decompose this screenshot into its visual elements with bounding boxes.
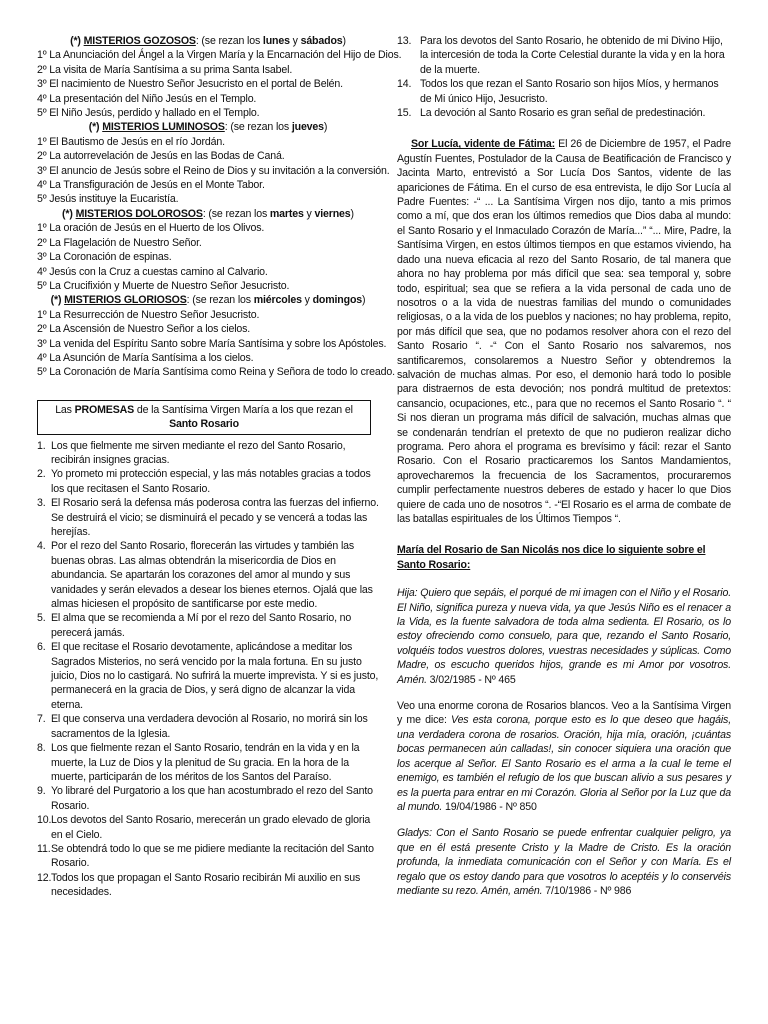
message-465: Hija: Quiero que sepáis, el porqué de mi imagen con el Niño y el Rosario. El Niño, significa pureza y nueva vida, ya que Jesús Niño es el renacer a la Vida, es la fuente salvadora de toda alma sedienta. El Rosario, os lo estoy ofreciendo como consuelo, para que, rezando el Santo Rosario, volquéis todos vuestros dolores, vuestras necesidades y súplicas. Como Madre, os escucho queridos hijos, grande es mi Amor por vosotros. Amén. 3/02/1985 - Nº 465 (397, 587, 731, 686)
mystery-item: 5º El Niño Jesús, perdido y hallado en el Templo. (37, 107, 260, 120)
promise-item: 1. Los que fielmente me sirven mediante el rezo del Santo Rosario, recibirán insignes gracias. (37, 439, 346, 466)
group-title: (*) MISTERIOS DOLOROSOS: (se rezan los martes y viernes) (62, 207, 354, 220)
mystery-item: 5º La Coronación de María Santísima como Reina y Señora de todo lo creado. (37, 366, 395, 379)
mystery-item: 3º El anuncio de Jesús sobre el Reino de Dios y su invitación a la conversión. (37, 164, 390, 177)
group-title: (*) MISTERIOS GLORIOSOS: (se rezan los miércoles y domingos) (50, 294, 366, 307)
promise-item: 14. Todos los que rezan el Santo Rosario son hijos Míos, y hermanos de Mi único Hijo, Jesucristo. (397, 78, 719, 105)
promise-item: 9. Yo libraré del Purgatorio a los que han acostumbrado el rezo del Santo Rosario. (37, 785, 373, 812)
group-title-name: MISTERIOS GOZOSOS (83, 35, 196, 47)
promesas-list (37, 439, 379, 900)
mystery-item: 3º El nacimiento de Nuestro Señor Jesucristo en el portal de Belén. (37, 78, 343, 91)
mystery-item: 4º La Transfiguración de Jesús en el Monte Tabor. (37, 179, 265, 192)
promise-item: 15. La devoción al Santo Rosario es gran señal de predestinación. (397, 107, 706, 120)
promise-item: 5. El alma que se recomienda a Mí por el rezo del Santo Rosario, no perecerá jamás. (37, 612, 352, 639)
mystery-item: 1º La Resurrección de Nuestro Señor Jesucristo. (37, 308, 260, 321)
group-title: (*) MISTERIOS GOZOSOS: (se rezan los lunes y sábados) (70, 35, 346, 47)
group-gozosos (37, 34, 402, 120)
promise-item: 13. Para los devotos del Santo Rosario, he obtenido de mi Divino Hijo, la intercesión de toda la Corte Celestial durante la vida y en la hora de la muerte. (397, 35, 725, 76)
left-column (37, 34, 402, 900)
promesas-title-box: Las PROMESAS de la Santísima Virgen María a los que rezan el Santo Rosario (37, 400, 371, 435)
group-title: (*) MISTERIOS LUMINOSOS: (se rezan los jueves) (88, 121, 328, 134)
mystery-item: 2º La Ascensión de Nuestro Señor a los cielos. (37, 323, 251, 336)
mystery-item: 3º La venida del Espíritu Santo sobre María Santísima y sobre los Apóstoles. (37, 337, 387, 350)
mystery-item: 1º El Bautismo de Jesús en el río Jordán. (37, 135, 225, 148)
group-luminosos (37, 120, 390, 206)
group-title-name: MISTERIOS DOLOROSOS (75, 207, 203, 220)
promise-item: 2. Yo prometo mi protección especial, y las más notables gracias a todos los que recitasen el Santo Rosario. (37, 468, 371, 495)
promise-item: 4. Por el rezo del Santo Rosario, florecerán las virtudes y también las buenas obras. Las almas obtendrán la misericordia de Dios en abundancia. Se apartarán los corazones del amor al mundo y sus vanidades y serán elevados a desear los bienes eternos. Ojalá que las almas hiciesen el propósito de santificarse por este medio. (37, 540, 373, 611)
mystery-item: 1º La Anunciación del Ángel a la Virgen María y la Encarnación del Hijo de Dios. (37, 49, 402, 62)
mystery-item: 5º La Crucifixión y Muerte de Nuestro Señor Jesucristo. (37, 279, 290, 292)
lucia-paragraph: Sor Lucía, vidente de Fátima: El 26 de Diciembre de 1957, el Padre Agustín Fuentes, Postulador de la Causa de Beatificación de Francisco y Jacinta Marto, entrevistó a Sor Lucía Dos Santos, vidente de las apariciones de Fátima. En el curso de esa entrevista, le dijo Sor Lucía al Padre Fuentes: -“ ... La Santísima Virgen nos dijo, tanto a mis primos como a mí, que dos eran los últimos remedios que Dios daba al mundo: el Santo Rosario y el Inmaculado Corazón de María...” “... Mire, Padre, la Santísima Virgen, en estos últimos tiempos en que estamos viviendo, ha dado una nueva eficacia al rezo del Santo Rosario, de tal manera que ahora no hay problema por más difícil que sea: sea temporal y, sobre todo, espiritual; sea que se refiera a la vida personal de cada uno de nosotros o a la vida de nuestras familias del mundo o comunidades religiosas, o a la vida de los pueblos y naciones; no hay problema, repito, por más difícil que sea, que no podamos resolver ahora con el rezo del Santo Rosario “. -“ Con el Santo Rosario nos salvaremos, nos santificaremos, consolaremos a Nuestro Señor y obtendremos la salvación de muchas almas. Por eso, el demonio hará todo lo posible para distraernos de esta devoción; nos pondrá multitud de pretextos: cansancio, ocupaciones, etc., para que no recemos el Santo Rosario “. “ Si nos dieran un programa más difícil de salvación, muchas almas que se condenarán tendrían el pretexto de que no pudieron realizar dicho programa. Pero ahora el programa es brevísimo y fácil: rezar el Santo Rosario. Con el Rosario practicaremos los Santos Mandamientos, aprovecharemos la frecuencia de los Sacramentos, procuraremos cumplir perfectamente nuestros deberes de estado y hacer lo que Dios quiere de cada uno de nosotros “. -“El Rosario es el arma de combate de las batallas espirituales de los Últimos Tiempos “. (397, 138, 731, 525)
mystery-item: 4º Jesús con la Cruz a cuestas camino al Calvario. (37, 265, 268, 278)
promise-item: 3. El Rosario será la defensa más poderosa contra las fuerzas del infierno. Se destruirá el vicio; se disminuirá el pecado y se vencerá a todas las herejías. (37, 497, 379, 538)
promise-item: 10. Los devotos del Santo Rosario, merecerán un grado elevado de gloria en el Cielo. (37, 814, 371, 841)
group-title-name: MISTERIOS LUMINOSOS (102, 121, 225, 134)
promise-item: 11. Se obtendrá todo lo que se me pidiere mediante la recitación del Santo Rosario. (37, 842, 374, 870)
san-nicolas-heading: María del Rosario de San Nicolás nos dice lo siguiente sobre el Santo Rosario: (397, 544, 706, 571)
promise-item: 8. Los que fielmente rezan el Santo Rosario, tendrán en la vida y en la muerte, la Luz de Dios y la plenitud de Su gracia. En la hora de la muerte, participarán de los méritos de los Santos del Paraíso. (37, 742, 360, 783)
group-title-name: MISTERIOS GLORIOSOS (64, 294, 187, 307)
message-986: Gladys: Con el Santo Rosario se puede enfrentar cualquier peligro, ya que en él está presente Cristo y la Madre de Cristo. Es la oración profunda, la inmediata comunicación con el Señor y con María. Es el regalo que os estoy dando para que vosotros lo aceptéis y lo conservéis mediante su rezo. Amén, amén. 7/10/1986 - Nº 986 (397, 827, 731, 897)
mystery-item: 2º La visita de María Santísima a su prima Santa Isabel. (37, 63, 293, 76)
group-gloriosos (37, 293, 395, 379)
mystery-item: 4º La Asunción de María Santísima a los cielos. (37, 351, 254, 364)
mystery-item: 2º La autorrevelación de Jesús en las Bodas de Caná. (37, 150, 285, 163)
mystery-item: 2º La Flagelación de Nuestro Señor. (37, 236, 202, 249)
mystery-item: 5º Jesús instituye la Eucaristía. (37, 193, 179, 206)
promise-item: 7. El que conserva una verdadera devoción al Rosario, no morirá sin los sacramentos de la Iglesia. (37, 713, 368, 740)
lucia-heading: Sor Lucía, vidente de Fátima: (411, 138, 556, 151)
promise-item: 12. Todos los que propagan el Santo Rosario recibirán Mi auxilio en sus necesidades. (37, 871, 361, 899)
promise-item: 6. El que recitase el Rosario devotamente, aplicándose a meditar los Sagrados Misterios, no será vencido por la mala fortuna. En su justo juicio, Dios no lo castigará. No sufrirá la muerte imprevista. Y si es justo, permanecerá en la gracia de Dios, y será digno de alcanzar la vida eterna. (37, 641, 379, 711)
promesas-list-continued (397, 34, 731, 120)
right-column (397, 34, 731, 898)
group-dolorosos (37, 207, 379, 293)
message-850: Veo una enorme corona de Rosarios blancos. Veo a la Santísima Virgen y me dice: Ves esta corona, porque esto es lo que deseo que hagáis, una verdadera corona de rosarios. Oración, hija mía, oración, ¡cuántas bocas permanecen aún calladas!, sin conocer siquiera una oración que los acerque al Señor. El Santo Rosario es el arma a la cual le teme el enemigo, es también el refugio de los que buscan alivio a sus pesares y es la puerta para entrar en mi Corazón. Gloria al Señor por la Luz que da al mundo. 19/04/1986 - Nº 850 (397, 700, 731, 813)
mystery-item: 4º La presentación del Niño Jesús en el Templo. (37, 92, 257, 105)
mystery-item: 1º La oración de Jesús en el Huerto de los Olivos. (37, 222, 265, 235)
mystery-item: 3º La Coronación de espinas. (37, 251, 172, 264)
